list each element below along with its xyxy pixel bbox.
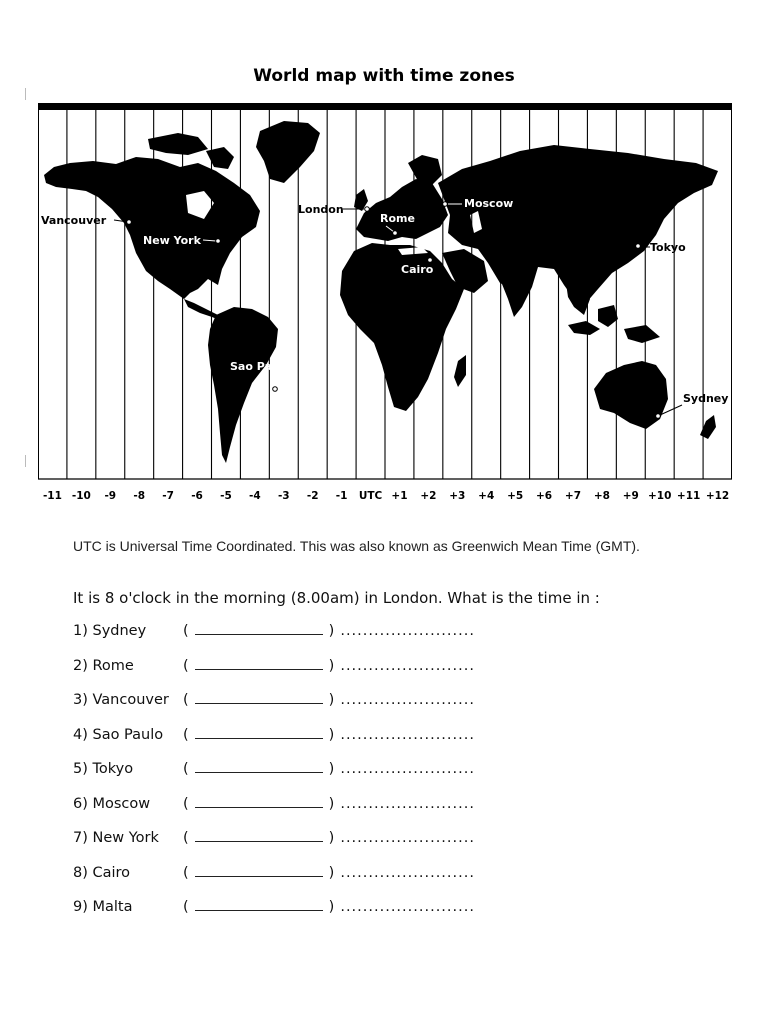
close-paren: ): [328, 761, 335, 777]
moscow-label: Moscow: [464, 197, 514, 210]
answer-blank[interactable]: [195, 760, 323, 773]
world-time-zone-map: [38, 103, 732, 508]
sydney-marker: [656, 414, 661, 419]
utc-explanation: UTC is Universal Time Coordinated. This was also known as Greenwich Mean Time (GMT).: [73, 538, 640, 554]
open-paren: (: [183, 864, 189, 881]
open-paren: (: [183, 795, 189, 812]
zone-label: +5: [507, 490, 524, 502]
answer-dots[interactable]: ........................: [340, 795, 475, 812]
baffin-island-landmass: [206, 147, 234, 169]
rome-marker: [393, 231, 398, 236]
close-paren: ): [328, 864, 335, 881]
question-item: [73, 898, 573, 933]
close-paren: ): [328, 795, 335, 812]
zone-label: +4: [478, 490, 495, 502]
open-paren: (: [183, 761, 189, 777]
answer-blank[interactable]: [195, 795, 323, 808]
question-item: [73, 795, 573, 830]
greenland-landmass: [256, 121, 320, 183]
open-paren: (: [183, 726, 189, 743]
open-paren: (: [183, 623, 189, 639]
open-paren: (: [183, 657, 189, 674]
vancouver-marker: [127, 220, 132, 225]
answer-blank[interactable]: [195, 898, 323, 911]
question-city: 5) Tokyo: [73, 761, 134, 777]
answer-blank[interactable]: [195, 622, 323, 635]
london-label: London: [298, 203, 344, 216]
madagascar-landmass: [454, 355, 466, 387]
vancouver-label: Vancouver: [41, 214, 107, 227]
margin-mark: [25, 455, 26, 467]
question-city: 1) Sydney: [73, 623, 147, 639]
sao-paulo-marker: [273, 387, 278, 392]
rome-label: Rome: [380, 212, 415, 225]
question-city: 7) New York: [73, 830, 159, 846]
zone-label: +10: [647, 490, 672, 502]
india-landmass: [500, 259, 538, 317]
question-city: 4) Sao Paulo: [73, 726, 164, 743]
new-york-label: New York: [143, 234, 201, 247]
zone-label: -11: [42, 490, 62, 502]
map-top-bar: [38, 103, 732, 110]
new-guinea-landmass: [624, 325, 660, 343]
open-paren: (: [183, 830, 189, 846]
close-paren: ): [328, 899, 335, 915]
zone-label: -5: [220, 490, 232, 502]
answer-dots[interactable]: ........................: [340, 864, 475, 881]
continents: [44, 121, 718, 463]
scandinavia-landmass: [408, 155, 442, 185]
zone-label: -3: [277, 490, 290, 502]
answer-dots[interactable]: ........................: [340, 761, 475, 777]
answer-blank[interactable]: [195, 657, 323, 670]
europe-landmass: [356, 179, 448, 241]
answer-dots[interactable]: ........................: [340, 830, 475, 846]
answer-dots[interactable]: ........................: [340, 657, 475, 674]
question-city: 8) Cairo: [73, 864, 131, 881]
answer-blank[interactable]: [195, 864, 323, 877]
tokyo-marker: [636, 244, 641, 249]
new-zealand-landmass: [700, 415, 716, 439]
question-city: 6) Moscow: [73, 795, 151, 812]
zone-label: +11: [676, 490, 701, 502]
zone-label: +1: [391, 490, 408, 502]
open-paren: (: [183, 899, 189, 915]
zone-label: UTC: [358, 490, 383, 502]
indonesia-landmass: [568, 321, 600, 335]
question-city: 3) Vancouver: [73, 692, 169, 708]
london-marker: [365, 207, 370, 212]
zone-label: -9: [104, 490, 117, 502]
answer-dots[interactable]: ........................: [340, 726, 475, 743]
question-item: [73, 657, 573, 692]
close-paren: ): [328, 657, 335, 674]
zone-label: -8: [133, 490, 146, 502]
question-item: [73, 864, 573, 899]
close-paren: ): [328, 692, 335, 708]
zone-label: +8: [593, 490, 610, 502]
south-america-landmass: [208, 307, 278, 463]
zone-label: +9: [622, 490, 639, 502]
zone-label: -4: [249, 490, 261, 502]
answer-blank[interactable]: [195, 726, 323, 739]
zone-label: +3: [449, 490, 466, 502]
question-city: 2) Rome: [73, 657, 134, 674]
question-item: [73, 829, 573, 864]
question-item: [73, 760, 573, 795]
answer-dots[interactable]: ........................: [340, 899, 475, 915]
zone-label: +2: [420, 490, 437, 502]
zone-label: +7: [564, 490, 582, 502]
margin-mark: [25, 88, 26, 100]
zone-label: -1: [335, 490, 348, 502]
map-canvas: [38, 103, 732, 508]
moscow-marker: [443, 202, 448, 207]
zone-label: -2: [306, 490, 319, 502]
borneo-landmass: [598, 305, 618, 327]
question-list: [73, 622, 573, 933]
tokyo-label: Tokyo: [650, 241, 686, 254]
answer-dots[interactable]: ........................: [340, 623, 475, 639]
page-title: World map with time zones: [253, 66, 515, 86]
question-item: [73, 726, 573, 761]
answer-dots[interactable]: ........................: [340, 692, 475, 708]
zone-label: +6: [535, 490, 553, 502]
close-paren: ): [328, 726, 335, 743]
zone-label: -6: [191, 490, 203, 502]
arctic-islands-landmass: [148, 133, 208, 155]
australia-landmass: [594, 361, 668, 429]
question-prompt: It is 8 o'clock in the morning (8.00am) in London. What is the time in :: [73, 589, 600, 607]
close-paren: ): [328, 830, 335, 846]
zone-label: -10: [71, 490, 91, 502]
answer-blank[interactable]: [195, 691, 323, 704]
zone-label: -7: [162, 490, 174, 502]
north-america-landmass: [44, 157, 260, 299]
sydney-label: Sydney: [683, 392, 729, 405]
question-city: 9) Malta: [73, 899, 133, 915]
zone-label: +12: [705, 490, 730, 502]
sao-paulo-label: Sao Paulo: [230, 360, 292, 373]
question-item: [73, 691, 573, 726]
cairo-label: Cairo: [401, 263, 434, 276]
close-paren: ): [328, 623, 335, 639]
new-york-marker: [216, 239, 221, 244]
answer-blank[interactable]: [195, 829, 323, 842]
question-item: [73, 622, 573, 657]
cairo-marker: [428, 258, 433, 263]
open-paren: (: [183, 692, 189, 708]
